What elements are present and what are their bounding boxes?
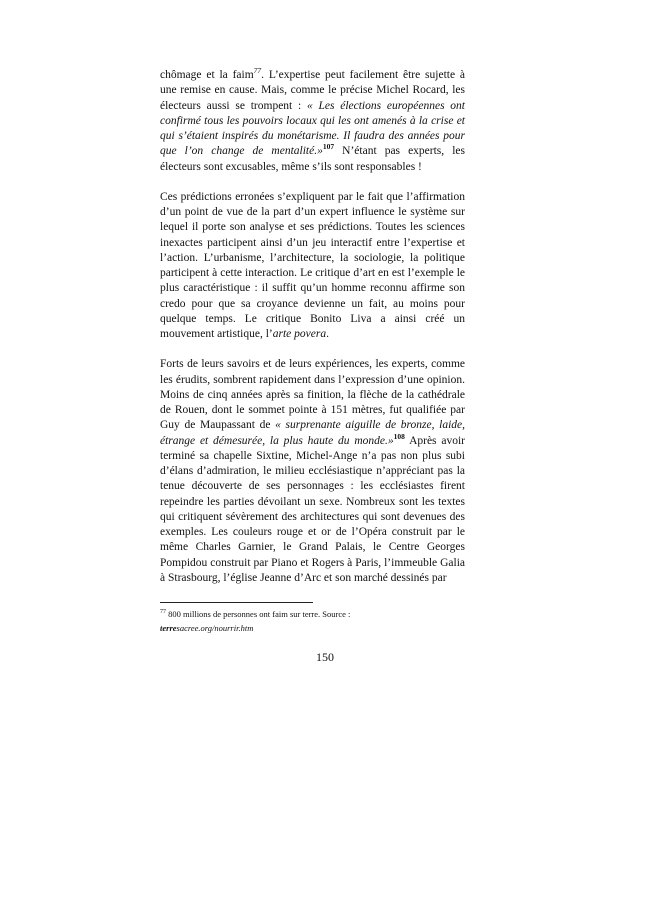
text-run: Après avoir terminé sa chapelle Sixtine, Michel-Ange n’a pas non plus subi d’élans d’admiration, le milieu ecclésiastique n’appréciant pas la tenue découverte de ses personnages : les ecclésiastes firent repeindre les parties dévoilant un sexe. Nombreux sont les textes qui critiquent sévèrement des architectures qui sont devenues des exemples. Les couleurs rouge et or de l’Opéra construit par le même Charles Garnier, le Grand Palais, le Centre Georges Pompidou construit par Piano et Rogers à Paris, l’immeuble Galia à Strasbourg, l’église Jeanne d’Arc et son marché dessinés par <box>160 434 465 584</box>
page-number: 150 <box>316 650 334 664</box>
footnote-separator <box>160 602 313 603</box>
footnote-ref-107[interactable]: 107 <box>322 142 335 152</box>
footnote-77 <box>160 608 480 635</box>
text-run: Forts de leurs savoirs et de leurs expériences, les experts, comme les érudits, sombrent rapidement dans l’expression d’une opinion. Moins de cinq années après sa finition, la flèche de la cathédrale de Rouen, dont le sommet pointe à 151 mètres, fut qualifiée par Guy de Maupassant de <box>160 358 465 432</box>
footnote-ref-77[interactable]: 77 <box>253 66 262 75</box>
paragraph-3 <box>160 357 465 586</box>
rocard-quote: « Les élections européennes ont confirmé tous les pouvoirs locaux qui les ont amenés à la crise et qui s’étaient inspirés du monétarisme. Il faudra des années pour que l’on change de mentalité.» <box>160 99 465 158</box>
text-run: . <box>326 328 329 340</box>
link-rest-part: sacree.org/nourrir.htm <box>176 622 254 633</box>
text-run: chômage et la faim <box>160 69 254 81</box>
paragraph-1 <box>160 68 465 175</box>
text-run: Ces prédictions erronées s’expliquent par le fait que l’affirmation d’un point de vue de la part d’un expert influence le système sur lequel il porte son analyse et ses prédictions. Toutes les sciences inexactes participent ainsi d’un jeu interactif entre l’expertise et l’action. L’urbanisme, l’architecture, la sociologie, la politique participent à cette interaction. Le critique d’art en est l’exemple le plus caractéristique : il suffit qu’un homme reconnu affirme son credo pour que sa croyance devienne un fait, au moins pour quelque temps. Le critique Bonito Liva a ainsi créé un mouvement artistique, l’ <box>160 190 465 340</box>
maupassant-quote: « surprenante aiguille de bronze, laide, étrange et démesurée, la plus haute du monde.» <box>160 419 466 447</box>
footnote-link[interactable] <box>160 623 253 633</box>
text-run: . L’expertise peut facilement être sujette à une remise en cause. Mais, comme le précise Michel Rocard, les électeurs aussi se trompent : <box>160 69 465 112</box>
paragraph-2 <box>160 190 465 343</box>
body-text <box>160 68 465 586</box>
text-run: N’étant pas experts, les électeurs sont excusables, même s’ils sont responsables ! <box>160 145 465 173</box>
footnote-text: 800 millions de personnes ont faim sur terre. Source : <box>166 609 351 619</box>
link-bold-part: terre <box>160 622 177 633</box>
arte-povera: arte povera <box>272 328 327 340</box>
footnote-number: 77 <box>160 609 166 615</box>
footnote-ref-108[interactable]: 108 <box>393 431 405 441</box>
